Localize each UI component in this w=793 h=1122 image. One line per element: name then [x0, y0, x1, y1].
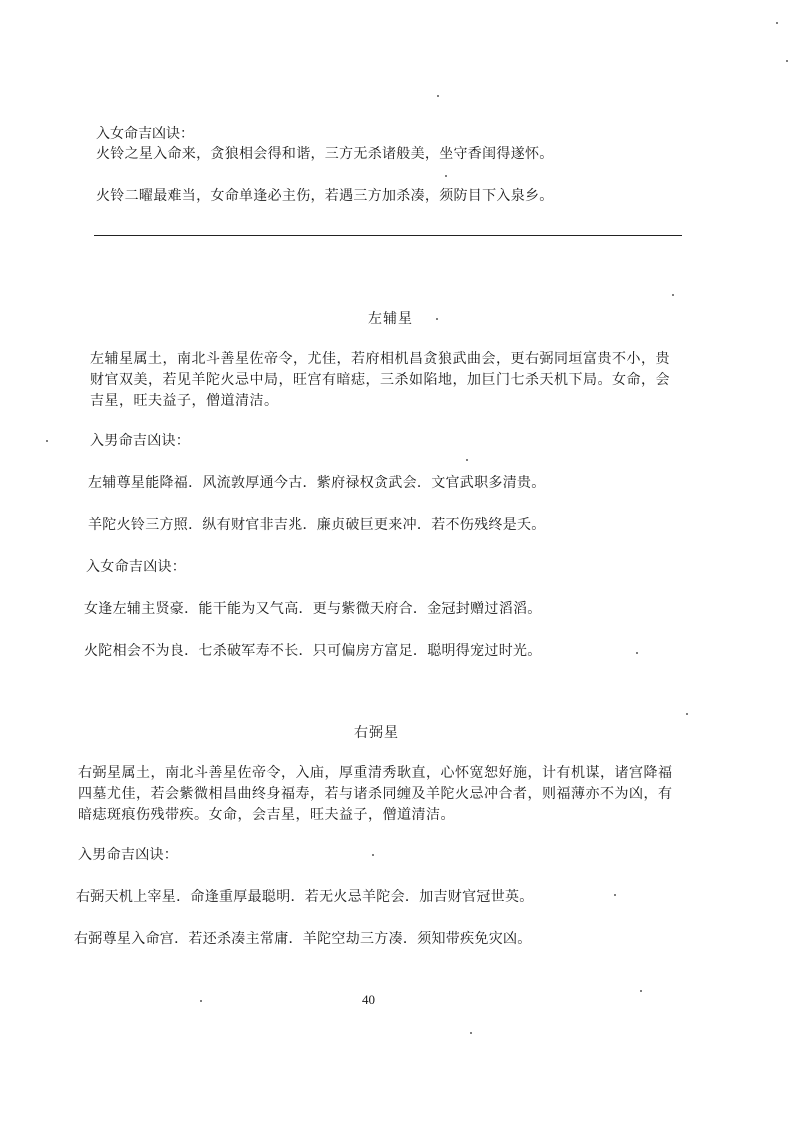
scan-speck: [436, 318, 438, 320]
youbi-male-verse-1: 右弼天机上宰星．命逢重厚最聪明．若无火忌羊陀会．加吉财官冠世英。: [76, 889, 534, 905]
section-divider: [94, 235, 682, 236]
zuofu-description: 左辅星属土，南北斗善星佐帝令，尤佳，若府相机昌贪狼武曲会，更右弼同垣富贵不小，贵财官双美，若见羊陀火忌中局，旺宫有暗痣，三杀如陷地，加巨门七杀天机下局。女命，会吉星，旺夫益子，僧道清洁。: [90, 351, 670, 409]
scan-speck: [776, 22, 778, 24]
youbi-male-verse-2: 右弼尊星入命宫．若还杀凑主常庸．羊陀空劫三方凑．须知带疾免灾凶。: [74, 931, 532, 947]
scan-speck: [445, 175, 447, 177]
scan-speck: [686, 713, 688, 715]
zuofu-title: 左辅星: [368, 311, 413, 327]
youbi-title: 右弼星: [354, 725, 399, 741]
female-heading-top: 入女命吉凶诀：: [96, 126, 194, 142]
female-verse-top-1: 火铃之星入命来，贪狼相会得和谐，三方无杀诸般美，坐守香闺得遂怀。: [96, 146, 554, 162]
zuofu-male-verse-2: 羊陀火铃三方照．纵有财官非吉兆．廉贞破巨更来冲．若不伤残终是夭。: [88, 517, 546, 533]
scan-speck: [614, 894, 616, 896]
scan-speck: [200, 1000, 202, 1002]
scan-speck: [372, 854, 374, 856]
zuofu-female-verse-1: 女逢左辅主贤豪．能干能为又气高．更与紫微天府合．金冠封赠过滔滔。: [84, 601, 542, 617]
scan-speck: [437, 95, 439, 97]
zuofu-female-heading: 入女命吉凶诀：: [86, 559, 187, 575]
zuofu-male-heading: 入男命吉凶诀：: [90, 433, 191, 449]
scan-speck: [46, 440, 48, 442]
scan-speck: [636, 652, 638, 654]
female-verse-top-2: 火铃二曜最难当，女命单逢必主伤，若遇三方加杀凑，须防目下入泉乡。: [96, 188, 554, 204]
youbi-male-heading: 入男命吉凶诀：: [78, 847, 179, 863]
zuofu-female-verse-2: 火陀相会不为良．七杀破军寿不长．只可偏房方富足．聪明得宠过时光。: [84, 643, 542, 659]
zuofu-male-verse-1: 左辅尊星能降福．风流敦厚通今古．紫府禄权贪武会．文官武职多清贵。: [88, 475, 546, 491]
scan-speck: [466, 459, 468, 461]
scan-speck: [470, 1032, 472, 1034]
scan-speck: [640, 990, 642, 992]
page-number: 40: [362, 992, 375, 1007]
youbi-description: 右弼星属土，南北斗善星佐帝令，入庙，厚重清秀耿直，心怀宽恕好施，计有机谋，诸宫降福四墓尤佳，若会紫微相昌曲终身福寿，若与诸杀同缠及羊陀火忌冲合者，则福薄亦不为凶，有暗痣斑痕伤残带疾。女命，会吉星，旺夫益子，僧道清洁。: [78, 765, 673, 823]
scan-speck: [672, 294, 674, 296]
scan-speck: [786, 60, 788, 62]
